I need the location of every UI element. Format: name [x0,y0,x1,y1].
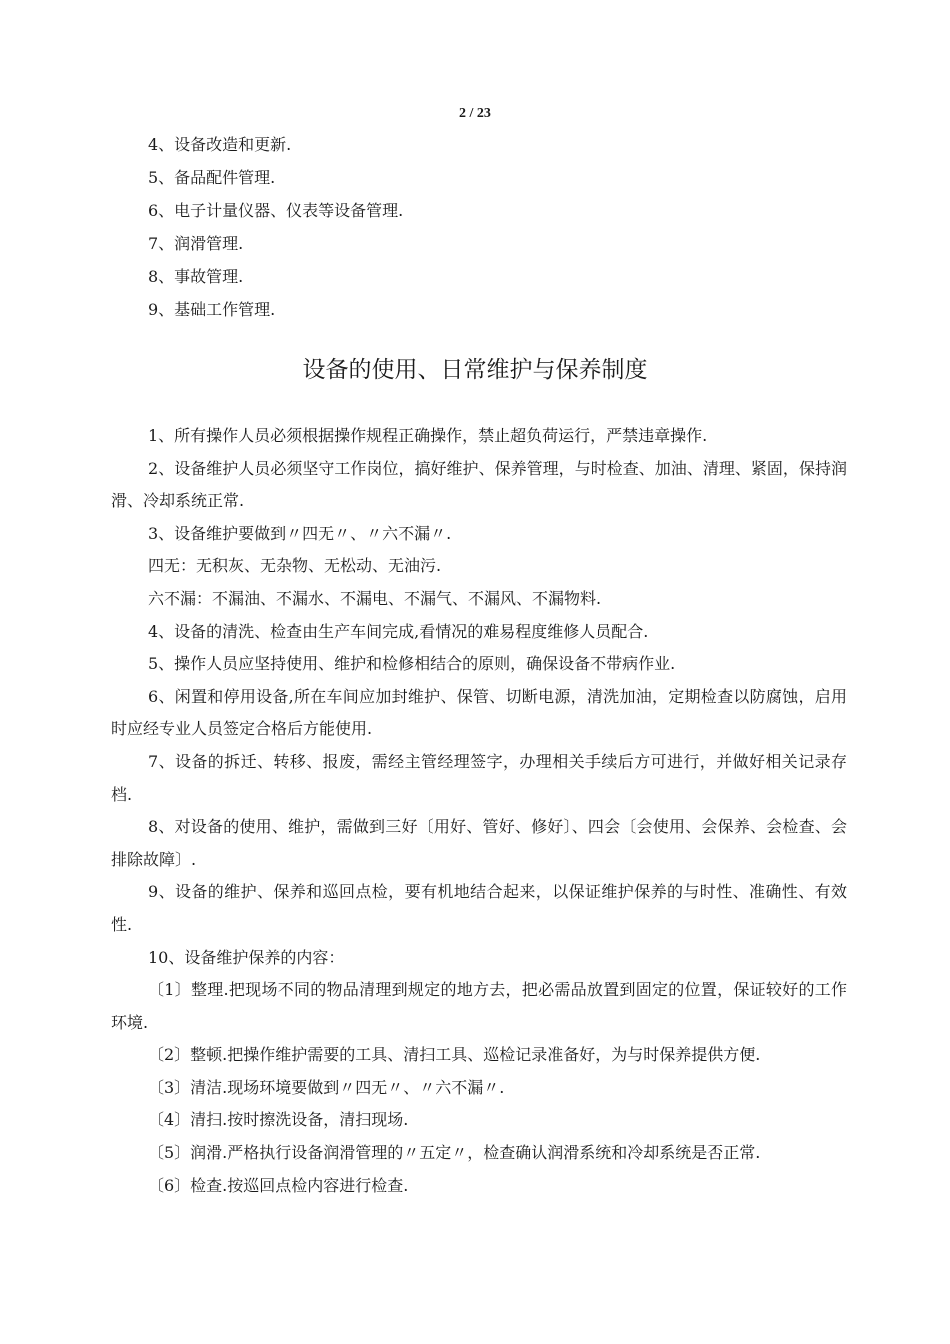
document-body [111,420,847,1202]
list-item: 7、润滑管理. [148,234,244,253]
paragraph: 7、设备的拆迁、转移、报废，需经主管经理签字，办理相关手续后方可进行，并做好相关记录存档. [111,751,847,804]
section-title: 设备的使用、日常维护与保养制度 [302,357,648,383]
paragraph: 六不漏：不漏油、不漏水、不漏电、不漏气、不漏风、不漏物料. [148,588,602,608]
paragraph: 四无：无积灰、无杂物、无松动、无油污. [148,556,442,576]
paragraph: 10、设备维护保养的内容： [148,947,345,967]
paragraph: 6、闲置和停用设备,所在车间应加封维护、保管、切断电源，清洗加油，定期检查以防腐蚀，启用时应经专业人员签定合格后方能使用. [111,686,847,739]
paragraph: 2、设备维护人员必须坚守工作岗位，搞好维护、保养管理，与时检查、加油、清理、紧固，保持润滑、冷却系统正常. [111,458,847,511]
list-item: 6、电子计量仪器、仪表等设备管理. [148,201,404,220]
page-number: 2 / 23 [459,106,491,121]
paragraph: 3、设备维护要做到〃四无〃、〃六不漏〃. [148,523,452,543]
list-item: 8、事故管理. [148,267,244,286]
paragraph: 〔3〕清洁.现场环境要做到〃四无〃、〃六不漏〃. [148,1077,505,1097]
management-list [148,128,403,326]
list-item: 4、设备改造和更新. [148,135,292,154]
paragraph: 1、所有操作人员必须根据操作规程正确操作，禁止超负荷运行，严禁违章操作. [148,426,708,445]
list-item: 9、基础工作管理. [148,300,276,319]
list-item: 5、备品配件管理. [148,168,276,187]
paragraph: 〔2〕整顿.把操作维护需要的工具、清扫工具、巡检记录准备好，为与时保养提供方便. [148,1045,761,1065]
paragraph: 〔5〕润滑.严格执行设备润滑管理的〃五定〃，检查确认润滑系统和冷却系统是否正常. [148,1143,761,1163]
paragraph: 4、设备的清洗、检查由生产车间完成,看情况的难易程度维修人员配合. [148,621,649,641]
paragraph: 9、设备的维护、保养和巡回点检，要有机地结合起来，以保证维护保养的与时性、准确性、有效性. [111,882,847,934]
paragraph: 8、对设备的使用、维护，需做到三好〔用好、管好、修好〕、四会〔会使用、会保养、会检查、会排除故障〕. [111,817,847,869]
paragraph: 〔1〕整理.把现场不同的物品清理到规定的地方去，把必需品放置到固定的位置，保证较好的工作环境. [111,980,847,1032]
paragraph: 〔6〕检查.按巡回点检内容进行检查. [148,1175,409,1195]
paragraph: 5、操作人员应坚持使用、维护和检修相结合的原则，确保设备不带病作业. [148,654,676,674]
paragraph: 〔4〕清扫.按时擦洗设备，清扫现场. [148,1110,409,1130]
